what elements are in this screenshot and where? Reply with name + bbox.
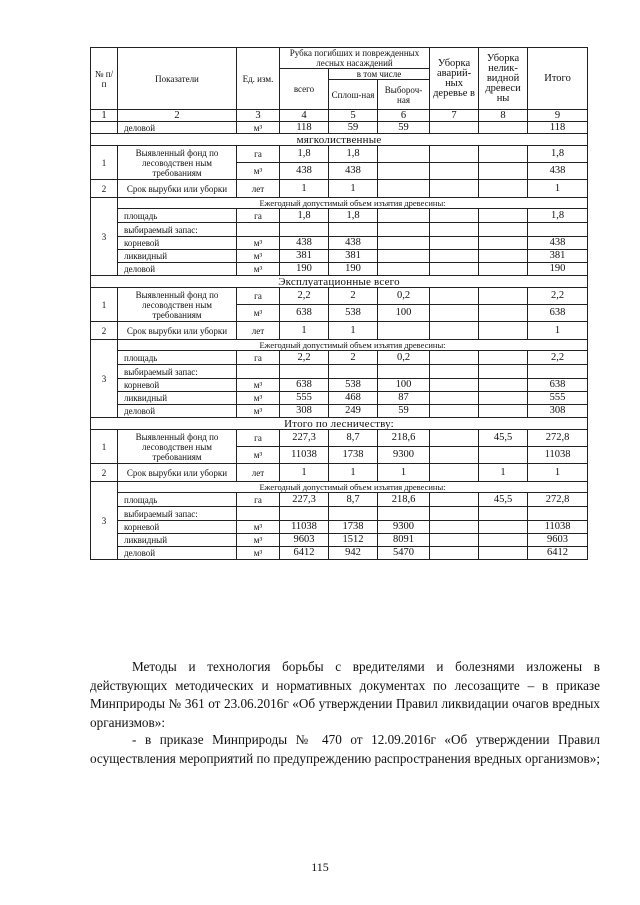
table-cell: 438 [329, 163, 378, 180]
table-cell: корневой [118, 237, 237, 250]
table-cell [479, 365, 528, 379]
table-cell: 11038 [528, 447, 588, 464]
table-cell [479, 534, 528, 547]
table-cell [329, 507, 378, 521]
table-cell [430, 146, 479, 163]
col-header-num: № п/п [91, 48, 118, 110]
table-cell: 218,6 [378, 493, 430, 507]
table-cell: м³ [237, 447, 280, 464]
table-cell: 1738 [329, 447, 378, 464]
table-cell: 218,6 [378, 430, 430, 447]
table-cell: корневой [118, 521, 237, 534]
col-header-clear: Сплош-ная [329, 80, 378, 110]
table-cell: 8091 [378, 534, 430, 547]
table-cell: м³ [237, 163, 280, 180]
column-number: 1 [91, 110, 118, 122]
table-cell [430, 223, 479, 237]
table-cell: 6412 [280, 547, 329, 560]
table-cell [378, 180, 430, 198]
table-cell: деловой [118, 263, 237, 276]
table-cell: 1 [528, 180, 588, 198]
table-cell [430, 288, 479, 305]
table-cell [430, 305, 479, 322]
table-row [91, 493, 588, 507]
table-cell [430, 392, 479, 405]
row-label: Срок вырубки или уборки [118, 464, 237, 482]
col-header-indicators: Показатели [118, 48, 237, 110]
row-label: Срок вырубки или уборки [118, 322, 237, 340]
table-cell: 9300 [378, 447, 430, 464]
table-cell: м³ [237, 405, 280, 418]
table-cell: выбираемый запас: [118, 365, 237, 379]
table-cell: 190 [280, 263, 329, 276]
table-row [91, 340, 588, 351]
table-cell [430, 405, 479, 418]
forest-felling-table [90, 47, 588, 560]
table-cell: 1 [91, 430, 118, 464]
table-cell: 3 [91, 482, 118, 560]
table-cell: 638 [280, 305, 329, 322]
table-cell [479, 122, 528, 134]
table-cell: га [237, 209, 280, 223]
table-cell [378, 507, 430, 521]
table-cell: 438 [280, 163, 329, 180]
table-cell: 8,7 [329, 430, 378, 447]
table-cell: м³ [237, 379, 280, 392]
table-cell: 538 [329, 305, 378, 322]
table-cell: 1 [329, 464, 378, 482]
col-header-including: в том числе [329, 69, 430, 80]
table-cell [528, 223, 588, 237]
table-cell [237, 365, 280, 379]
table-cell [91, 122, 118, 134]
table-cell: 2 [91, 322, 118, 340]
table-cell: деловой [118, 122, 237, 134]
table-cell [479, 547, 528, 560]
column-number: 5 [329, 110, 378, 122]
table-cell [479, 521, 528, 534]
table-cell: м³ [237, 547, 280, 560]
table-cell [430, 209, 479, 223]
table-cell [479, 288, 528, 305]
table-cell [430, 521, 479, 534]
table-cell [430, 534, 479, 547]
page-number: 115 [311, 860, 329, 874]
table-cell: 2 [329, 351, 378, 365]
table-cell: лет [237, 322, 280, 340]
table-cell [280, 507, 329, 521]
table-cell [378, 146, 430, 163]
table-cell: м³ [237, 122, 280, 134]
table-cell: 2,2 [528, 288, 588, 305]
table-cell: ликвидный [118, 250, 237, 263]
table-cell: 438 [329, 237, 378, 250]
table-cell: 11038 [528, 521, 588, 534]
column-number: 4 [280, 110, 329, 122]
table-cell: га [237, 493, 280, 507]
table-cell [430, 122, 479, 134]
table-cell [479, 405, 528, 418]
table-cell: 381 [280, 250, 329, 263]
table-row [91, 351, 588, 365]
table-cell [237, 223, 280, 237]
table-cell [528, 365, 588, 379]
table-cell: 272,8 [528, 430, 588, 447]
table-cell [479, 322, 528, 340]
column-number: 2 [118, 110, 237, 122]
table-cell: 190 [329, 263, 378, 276]
table-row [91, 379, 588, 392]
table-cell: 59 [378, 405, 430, 418]
col-header-unit: Ед. изм. [237, 48, 280, 110]
table-row [91, 237, 588, 250]
table-cell: 438 [280, 237, 329, 250]
col-header-illiquid: Уборка нелик-видной древеси ны [479, 48, 528, 110]
table-cell: 1 [280, 464, 329, 482]
table-cell: 1,8 [528, 146, 588, 163]
table-cell [329, 365, 378, 379]
table-cell: м³ [237, 250, 280, 263]
table-cell: ликвидный [118, 534, 237, 547]
table-cell: 1 [329, 180, 378, 198]
column-number-row [91, 110, 588, 122]
table-cell: ликвидный [118, 392, 237, 405]
table-cell: 11038 [280, 521, 329, 534]
paragraph-methods: Методы и технология борьбы с вредителями и болезнями изложены в действующих методических и нормативных документах по лесозащите – в приказе Минприроды № 361 от 23.06.2016г «Об утверждении Правил ликвидации очагов вредных организмов»: [90, 659, 600, 730]
table-cell [479, 237, 528, 250]
table-cell: выбираемый запас: [118, 507, 237, 521]
table-cell: 1,8 [329, 209, 378, 223]
annual-volume-title: Ежегодный допустимый объем изъятия древесины: [118, 198, 588, 209]
table-cell: 9603 [528, 534, 588, 547]
table-cell [479, 263, 528, 276]
col-header-emergency: Уборка аварий-ных деревье в [430, 48, 479, 110]
header-row [91, 48, 588, 69]
section-title-row [91, 276, 588, 288]
table-cell: м³ [237, 534, 280, 547]
table-cell [430, 365, 479, 379]
table-cell [378, 209, 430, 223]
table-cell: га [237, 146, 280, 163]
column-number: 7 [430, 110, 479, 122]
table-cell: 638 [528, 379, 588, 392]
table-cell: 118 [280, 122, 329, 134]
table-cell: 1,8 [280, 209, 329, 223]
table-cell: 438 [528, 237, 588, 250]
table-cell [280, 223, 329, 237]
table-cell: 2,2 [528, 351, 588, 365]
table-cell: 1 [91, 288, 118, 322]
table-cell: 468 [329, 392, 378, 405]
table-cell [430, 250, 479, 263]
table-cell: 438 [528, 163, 588, 180]
table-cell: площадь [118, 351, 237, 365]
table-cell: 2 [91, 180, 118, 198]
column-number: 9 [528, 110, 588, 122]
table-cell: 2,2 [280, 351, 329, 365]
table-cell: 3 [91, 198, 118, 276]
table-cell: 2,2 [280, 288, 329, 305]
table-cell: 100 [378, 379, 430, 392]
table-row [91, 146, 588, 163]
table-cell: 1 [378, 464, 430, 482]
table-cell [430, 163, 479, 180]
section-title: мягколиственные [91, 134, 588, 146]
col-header-selective: Выбороч-ная [378, 80, 430, 110]
table-cell [430, 237, 479, 250]
table-cell: лет [237, 180, 280, 198]
table-cell: 1 [528, 464, 588, 482]
table-cell [430, 351, 479, 365]
table-cell: площадь [118, 209, 237, 223]
table-cell [430, 322, 479, 340]
table-cell: площадь [118, 493, 237, 507]
table-cell: 45,5 [479, 430, 528, 447]
table-cell [479, 392, 528, 405]
table-cell [479, 223, 528, 237]
table-row [91, 392, 588, 405]
table-row [91, 198, 588, 209]
table-cell: 190 [528, 263, 588, 276]
table-cell: 2 [91, 464, 118, 482]
table-row [91, 405, 588, 418]
table-cell: 9603 [280, 534, 329, 547]
table-cell: 249 [329, 405, 378, 418]
table-cell: 5470 [378, 547, 430, 560]
table-cell: 1 [280, 180, 329, 198]
table-cell: 87 [378, 392, 430, 405]
table-cell: 6412 [528, 547, 588, 560]
table-row [91, 534, 588, 547]
table-cell: м³ [237, 392, 280, 405]
table-cell: 638 [280, 379, 329, 392]
table-cell [430, 447, 479, 464]
table-cell: м³ [237, 521, 280, 534]
table-cell: га [237, 288, 280, 305]
table-cell [378, 365, 430, 379]
table-cell: 45,5 [479, 493, 528, 507]
table-cell [430, 547, 479, 560]
table-cell [378, 250, 430, 263]
table-cell: деловой [118, 405, 237, 418]
table-cell: лет [237, 464, 280, 482]
table-cell: 227,3 [280, 493, 329, 507]
table-cell [430, 493, 479, 507]
table-cell: м³ [237, 263, 280, 276]
table-cell: 1 [280, 322, 329, 340]
table-cell: 227,3 [280, 430, 329, 447]
table-cell: 0,2 [378, 351, 430, 365]
table-cell: 1,8 [329, 146, 378, 163]
table-row [91, 322, 588, 340]
column-number: 3 [237, 110, 280, 122]
row-label: Выявленный фонд по лесоводствен ным требованиям [118, 146, 237, 180]
table-cell: 1 [329, 322, 378, 340]
table-cell: 1512 [329, 534, 378, 547]
table-cell: 1738 [329, 521, 378, 534]
table-cell [329, 223, 378, 237]
table-cell [378, 223, 430, 237]
section-title: Эксплуатационные всего [91, 276, 588, 288]
annual-volume-title: Ежегодный допустимый объем изъятия древесины: [118, 340, 588, 351]
table-cell [430, 430, 479, 447]
table-cell: 1 [91, 146, 118, 180]
table-cell: 0,2 [378, 288, 430, 305]
table-cell: деловой [118, 547, 237, 560]
table-cell: 2 [329, 288, 378, 305]
table-cell [479, 250, 528, 263]
table-row [91, 430, 588, 447]
col-header-all: всего [280, 69, 329, 110]
table-cell [528, 507, 588, 521]
table-cell: 555 [280, 392, 329, 405]
paragraph-order-470: - в приказе Минприроды № 470 от 12.09.2016г «Об утверждении Правил осуществления мероприятий по предупреждению распространения вредных организмов»; [90, 732, 600, 766]
table-cell [430, 263, 479, 276]
table-cell [378, 322, 430, 340]
table-cell [378, 263, 430, 276]
section-title: Итого по лесничеству: [91, 418, 588, 430]
table-cell [430, 464, 479, 482]
table-cell: 942 [329, 547, 378, 560]
table-cell: 8,7 [329, 493, 378, 507]
table-cell [237, 507, 280, 521]
table-cell [378, 237, 430, 250]
table-cell: 308 [280, 405, 329, 418]
table-row [91, 482, 588, 493]
table-cell: 381 [329, 250, 378, 263]
table-cell [479, 379, 528, 392]
table-cell: 1 [528, 322, 588, 340]
table-cell [430, 507, 479, 521]
table-row [91, 521, 588, 534]
table-row [91, 365, 588, 379]
table-cell: 272,8 [528, 493, 588, 507]
table-cell: 3 [91, 340, 118, 418]
table-row [91, 547, 588, 560]
row-label: Срок вырубки или уборки [118, 180, 237, 198]
table-row [91, 263, 588, 276]
table-cell: 538 [329, 379, 378, 392]
table-cell: 555 [528, 392, 588, 405]
table-cell: 1,8 [528, 209, 588, 223]
table-row [91, 288, 588, 305]
row-label: Выявленный фонд по лесоводствен ным требованиям [118, 288, 237, 322]
table-cell: 100 [378, 305, 430, 322]
table-cell: 11038 [280, 447, 329, 464]
table-cell: 118 [528, 122, 588, 134]
table-row [91, 122, 588, 134]
table-row [91, 250, 588, 263]
column-number: 6 [378, 110, 430, 122]
table-cell [430, 379, 479, 392]
table-cell: 308 [528, 405, 588, 418]
table-cell: 59 [329, 122, 378, 134]
table-cell: га [237, 430, 280, 447]
col-header-total: Итого [528, 48, 588, 110]
table-cell [479, 351, 528, 365]
section-title-row [91, 418, 588, 430]
table-cell: 638 [528, 305, 588, 322]
table-row [91, 180, 588, 198]
table-cell: га [237, 351, 280, 365]
table-cell [479, 209, 528, 223]
table-cell [479, 305, 528, 322]
table-cell [479, 180, 528, 198]
table-cell [280, 365, 329, 379]
row-label: Выявленный фонд по лесоводствен ным требованиям [118, 430, 237, 464]
table-cell: 1 [479, 464, 528, 482]
annual-volume-title: Ежегодный допустимый объем изъятия древесины: [118, 482, 588, 493]
table-cell [479, 507, 528, 521]
table-cell: 1,8 [280, 146, 329, 163]
table-row [91, 507, 588, 521]
table-cell: 9300 [378, 521, 430, 534]
table-cell: м³ [237, 305, 280, 322]
table-cell: м³ [237, 237, 280, 250]
table-cell [479, 163, 528, 180]
col-header-felling: Рубка погибших и поврежденных лесных насаждений [280, 48, 430, 69]
table-row [91, 223, 588, 237]
column-number: 8 [479, 110, 528, 122]
table-cell: выбираемый запас: [118, 223, 237, 237]
table-cell: корневой [118, 379, 237, 392]
table-cell [479, 447, 528, 464]
table-cell: 59 [378, 122, 430, 134]
table-cell: 381 [528, 250, 588, 263]
section-title-row [91, 134, 588, 146]
table-row [91, 464, 588, 482]
table-cell [430, 180, 479, 198]
table-cell [378, 163, 430, 180]
table-cell [479, 146, 528, 163]
table-row [91, 209, 588, 223]
